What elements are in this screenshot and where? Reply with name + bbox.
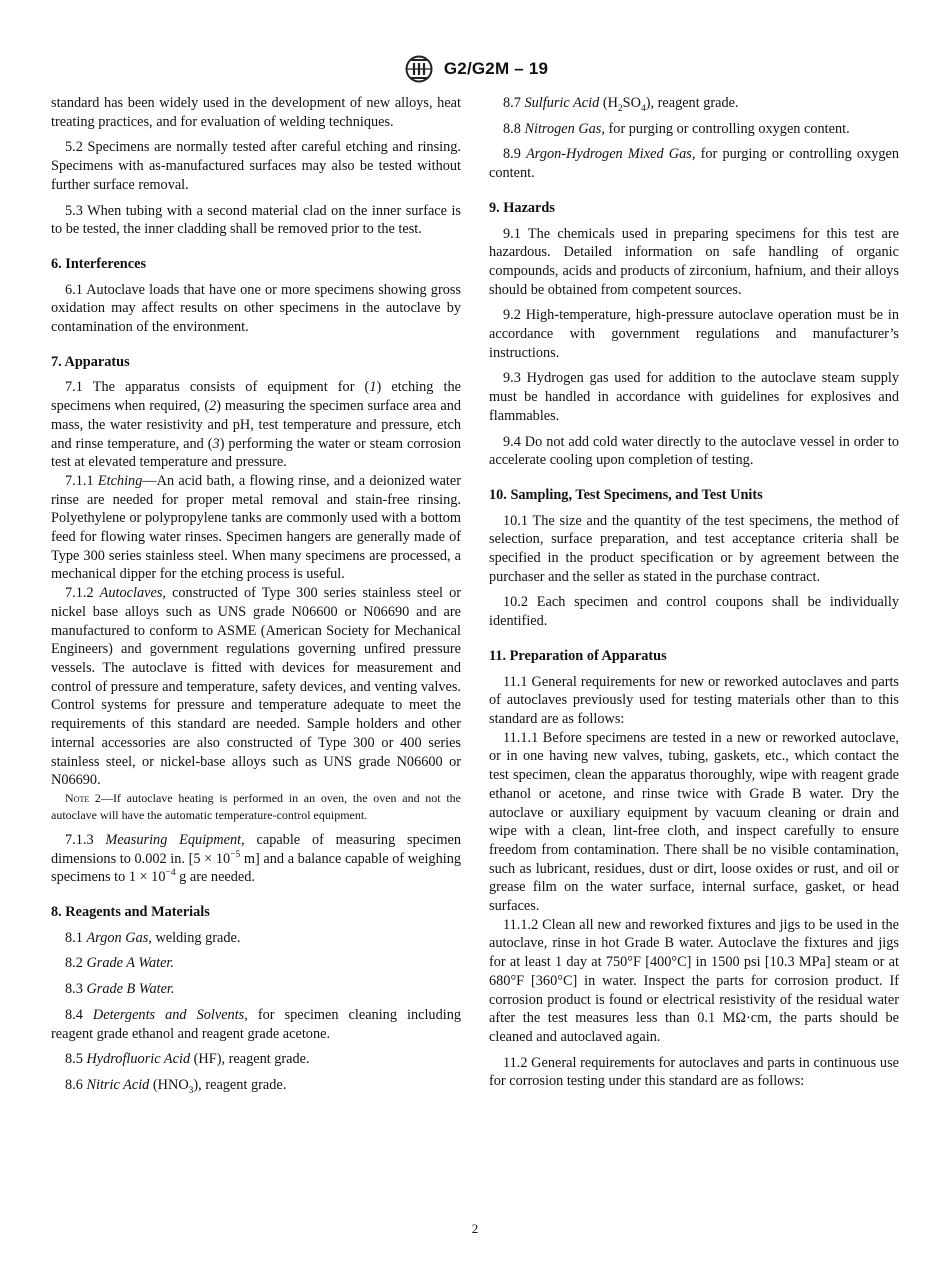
paragraph-8-7: 8.7 Sulfuric Acid $(H_2SO_4)$, reagent grade.	[503, 95, 739, 114]
paragraph-6-1: 6.1 Autoclave loads that have one or more specimens showing gross oxidation may affect results on other specimens in the autoclave by contamination of the environment.	[51, 281, 461, 336]
paragraph-5-2: 5.2 Specimens are normally tested after careful etching and rinsing. Specimens with as-manufactured surfaces may also be tested without further surface removal.	[51, 139, 461, 193]
section-8-heading: 8. Reagents and Materials	[51, 904, 210, 921]
paragraph-9-1: 9.1 The chemicals used in preparing specimens for this test are hazardous. Detailed information on safe handling of organic compounds, acids and products of zirconium, hafnium, and their alloys should be obtained from competent sources.	[489, 225, 899, 298]
paragraph-8-5: 8.5 Hydrofluoric Acid (HF), reagent grade.	[65, 1051, 310, 1068]
paragraph-7-1-3: 7.1.3 Measuring Equipment, capable of measuring specimen dimensions to 0.002 in. [$5 \times 10^{-5}$ m] and a balance capable of weighing specimens to $1 \times 10^{-4}$ g are needed.	[51, 831, 462, 886]
paragraph-5-1-continued: standard has been widely used in the development of new alloys, heat treating practices, and for evaluation of welding techniques.	[51, 95, 461, 130]
note-2: Note 2—If autoclave heating is performed in an oven, the oven and not the autoclave will have the automatic temperature-control equipment.	[51, 790, 462, 822]
page-number: 2	[471, 1221, 479, 1236]
section-7-heading: 7. Apparatus	[51, 353, 130, 370]
paragraph-10-2: 10.2 Each specimen and control coupons shall be individually identified.	[489, 594, 899, 630]
section-9-heading: 9. Hazards	[489, 199, 555, 216]
paragraph-8-2: 8.2 Grade A Water.	[65, 955, 174, 972]
paragraph-8-3: 8.3 Grade B Water.	[65, 981, 175, 998]
paragraph-11-2: 11.2 General requirements for autoclaves and parts in continuous use for corrosion testing under this standard are as follows:	[489, 1054, 899, 1090]
section-6-heading: 6. Interferences	[51, 255, 147, 272]
paragraph-11-1: 11.1 General requirements for new or reworked autoclaves and parts of autoclaves previously used for testing materials other than to this standard are as follows:	[489, 673, 899, 727]
paragraph-5-3: 5.3 When tubing with a second material clad on the inner surface is to be tested, the inner cladding shall be removed prior to the test.	[51, 202, 461, 238]
paragraph-8-6: 8.6 Nitric Acid $(HNO_3)$, reagent grade.	[65, 1076, 287, 1096]
section-11-heading: 11. Preparation of Apparatus	[489, 647, 667, 664]
paragraph-9-3: 9.3 Hydrogen gas used for addition to the autoclave steam supply must be handled in accordance with guidelines for explosives and flammables.	[489, 370, 899, 424]
paragraph-11-1-1: 11.1.1 Before specimens are tested in a new or reworked autoclave, or in one having new valves, tubing, gaskets, etc., which contact the test specimen, clean the apparatus thoroughly, wipe with reagent grade ethanol or acetone, and rinse twice with Grade B water. Dry the autoclave or auxiliary equipment by vacuum cleaning or drain and wipe with a clean, lint-free cloth, and inspect carefully to ensure freedom from contamination. There shall be no visible contamination, such as lubricant, residues, dust or dirt, loose oxides or rust, and oil or grease film on the water surface, internal surface, gasket, or head surfaces.	[489, 729, 899, 915]
paragraph-7-1: 7.1 The apparatus consists of equipment for (1) etching the specimens when required, (2) measuring the specimen surface area and mass, the water resistivity and pH, test temperature and pressure, etch and rinse temperature, and (3) performing the water or steam corrosion test at elevated temperature and pressure.	[51, 379, 461, 471]
astm-logo-icon	[402, 54, 436, 84]
right-column	[489, 94, 899, 1098]
paragraph-10-1: 10.1 The size and the quantity of the test specimens, the method of selection, surface preparation, and test acceptance criteria shall be specified in the product specification or by agreement between the purchaser and the seller as stated in the purchase contract.	[489, 512, 899, 585]
paragraph-8-4: 8.4 Detergents and Solvents, for specimen cleaning including reagent grade ethanol and reagent grade acetone.	[51, 1006, 461, 1042]
paragraph-8-8: 8.8 Nitrogen Gas, for purging or controlling oxygen content.	[503, 120, 850, 137]
paragraph-7-1-1: 7.1.1 Etching—An acid bath, a flowing rinse, and a deionized water rinse are needed for proper metal removal and stain-free rinsing. Polyethylene or polypropylene tanks are commonly used with a bottom feed for flowing water rinses. Specimen hangers are generally made of Type 300 series stainless steel. When many specimens are processed, a mechanical dipper for the etching process is useful.	[51, 472, 462, 583]
page-header	[0, 52, 950, 86]
paragraph-8-1: 8.1 Argon Gas, welding grade.	[65, 929, 241, 946]
standard-designation: G2/G2M – 19	[443, 59, 549, 78]
paragraph-11-1-2: 11.1.2 Clean all new and reworked fixtures and jigs to be used in the autoclave, rinse in hot Grade B water. Autoclave the fixtures and jigs for at least 1 day at 750°F [400°C] in 1500 psi [10.3 MPa] steam or at 680°F [360°C] in water. Inspect the parts for corrosion product. If corrosion product is found or electrical resistivity of the residual water after the test measures less than 0.1 MΩ·cm, the parts should be cleaned and autoclaved again.	[489, 916, 899, 1045]
section-10-heading: 10. Sampling, Test Specimens, and Test Units	[489, 486, 763, 503]
left-column	[51, 94, 461, 1102]
paragraph-7-1-2: 7.1.2 Autoclaves, constructed of Type 300 series stainless steel or nickel base alloys such as UNS grade N06600 or N06690 and are manufactured to conform to ASME (American Society for Mechanical Engineers) and government regulations governing unfired pressure vessels. The autoclave is fitted with devices for measurement and control of pressure and temperature, safety devices, and venting valves. Control systems for pressure and temperature adequate to meet the requirements of this standard are needed. Sample holders and other internal accessories are also constructed of Type 300 or 400 series stainless steel, or nickel-base alloys such as UNS grade N06600 or N06690.	[51, 585, 462, 789]
paragraph-9-4: 9.4 Do not add cold water directly to the autoclave vessel in order to accelerate cooling upon completion of testing.	[489, 433, 899, 469]
paragraph-8-9: 8.9 Argon-Hydrogen Mixed Gas, for purging or controlling oxygen content.	[489, 146, 900, 182]
paragraph-9-2: 9.2 High-temperature, high-pressure autoclave operation must be in accordance with government regulations and manufacturer’s instructions.	[489, 307, 899, 361]
